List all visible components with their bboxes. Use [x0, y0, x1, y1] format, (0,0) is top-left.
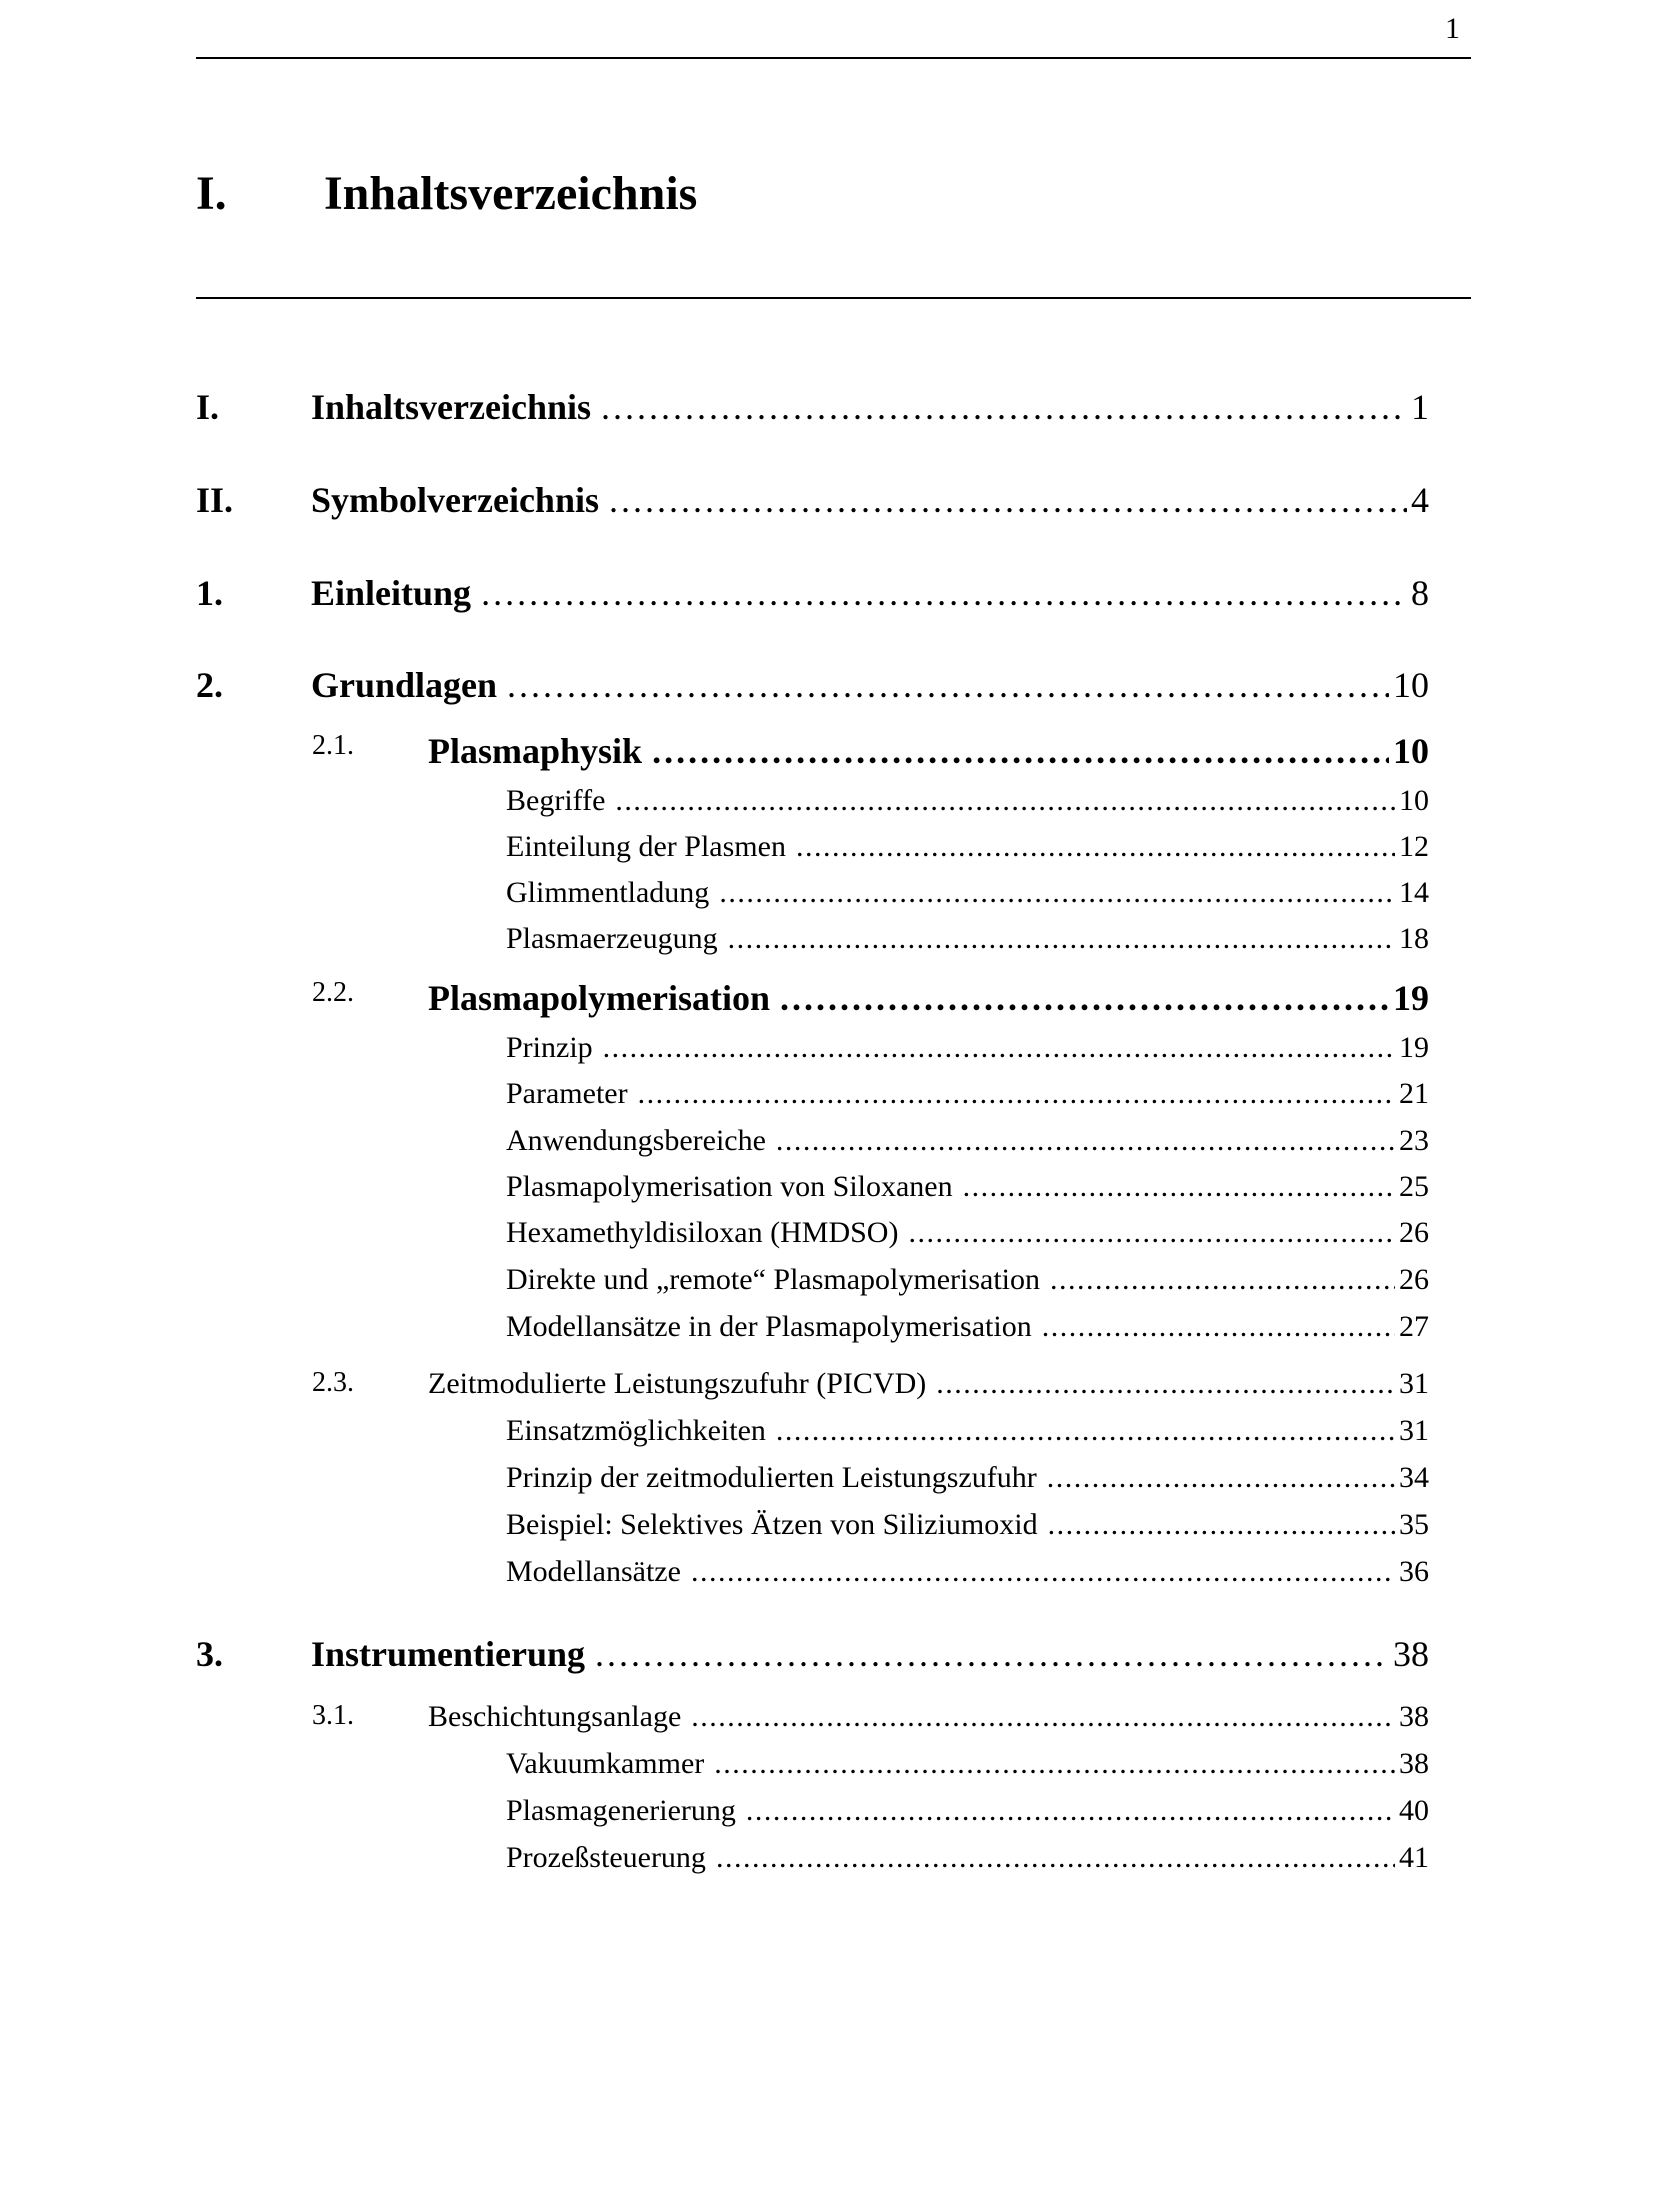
- toc-title: Begriffe: [506, 784, 606, 817]
- toc-leader-dots: [652, 730, 1389, 772]
- toc-entry-direkte-remote[interactable]: [506, 1263, 1429, 1297]
- toc-title: Instrumentierung: [311, 1634, 586, 1674]
- toc-page: 26: [1399, 1216, 1429, 1249]
- toc-title: Direkte und „remote“ Plasmapolymerisation: [506, 1263, 1041, 1296]
- toc-title: Grundlagen: [311, 665, 498, 705]
- toc-entry-einteilung-der-plasmen[interactable]: [506, 830, 1429, 864]
- toc-leader-dots: [481, 572, 1407, 614]
- toc-title: Einteilung der Plasmen: [506, 830, 786, 863]
- toc-title: Plasmaerzeugung: [506, 922, 718, 955]
- toc-page: 10: [1393, 665, 1429, 705]
- toc-entry-glimmentladung[interactable]: [506, 876, 1429, 910]
- toc-page: 4: [1411, 480, 1429, 520]
- toc-title: Zeitmodulierte Leistungszufuhr (PICVD): [428, 1367, 927, 1400]
- toc-page: 19: [1399, 1031, 1429, 1064]
- toc-entry-grundlagen[interactable]: [196, 664, 1429, 706]
- header-rule: [196, 57, 1471, 59]
- toc-page: 1: [1411, 387, 1429, 427]
- toc-entry-begriffe[interactable]: [506, 784, 1429, 818]
- toc-number: I.: [196, 387, 220, 427]
- toc-page: 10: [1393, 731, 1429, 771]
- toc-page: 36: [1399, 1555, 1429, 1588]
- toc-page: 8: [1411, 573, 1429, 613]
- toc-leader-dots: [1047, 1461, 1395, 1495]
- toc-leader-dots: [796, 830, 1395, 864]
- toc-leader-dots: [716, 1841, 1395, 1875]
- toc-page: 14: [1399, 876, 1429, 909]
- toc-leader-dots: [691, 1700, 1395, 1734]
- heading-title: Inhaltsverzeichnis: [324, 167, 698, 220]
- toc-title: Prozeßsteuerung: [506, 1841, 706, 1874]
- toc-title: Glimmentladung: [506, 876, 710, 909]
- toc-page: 19: [1393, 978, 1429, 1018]
- toc-page: 21: [1399, 1077, 1429, 1110]
- toc-page: 12: [1399, 830, 1429, 863]
- toc-page: 38: [1399, 1700, 1429, 1733]
- toc-leader-dots: [776, 1124, 1395, 1158]
- toc-number: 2.1.: [312, 730, 354, 761]
- toc-leader-dots: [746, 1794, 1395, 1828]
- toc-page: 23: [1399, 1124, 1429, 1157]
- toc-leader-dots: [776, 1414, 1395, 1448]
- toc-page: 26: [1399, 1263, 1429, 1296]
- toc-entry-symbolverzeichnis[interactable]: [196, 479, 1429, 521]
- toc-title: Symbolverzeichnis: [311, 480, 599, 520]
- toc-title: Plasmapolymerisation von Siloxanen: [506, 1170, 953, 1203]
- toc-entry-plasmagenerierung[interactable]: [506, 1794, 1429, 1828]
- toc-leader-dots: [1042, 1310, 1395, 1344]
- toc-leader-dots: [691, 1555, 1395, 1589]
- toc-title: Plasmaphysik: [428, 731, 643, 771]
- toc-title: Modellansätze in der Plasmapolymerisation: [506, 1310, 1032, 1343]
- toc-entry-prozesssteuerung[interactable]: [506, 1841, 1429, 1875]
- toc-entry-plasmapolymerisation[interactable]: [312, 977, 1429, 1019]
- toc-entry-prinzip-zeitmodulierte[interactable]: [506, 1461, 1429, 1495]
- toc-title: Prinzip: [506, 1031, 593, 1064]
- toc-number: 2.2.: [312, 977, 354, 1008]
- toc-leader-dots: [719, 876, 1395, 910]
- toc-leader-dots: [728, 922, 1395, 956]
- toc-leader-dots: [714, 1747, 1395, 1781]
- toc-page: 41: [1399, 1841, 1429, 1874]
- toc-title: Prinzip der zeitmodulierten Leistungszufuhr: [506, 1461, 1037, 1494]
- toc-title: Anwendungsbereiche: [506, 1124, 766, 1157]
- toc-page: 10: [1399, 784, 1429, 817]
- toc-title: Vakuumkammer: [506, 1747, 705, 1780]
- toc-number: 2.: [196, 665, 223, 705]
- heading-number: I.: [196, 167, 227, 220]
- toc-leader-dots: [609, 479, 1407, 521]
- toc-leader-dots: [603, 1031, 1395, 1065]
- toc-entry-modellansaetze[interactable]: [506, 1555, 1429, 1589]
- toc-title: Einsatzmöglichkeiten: [506, 1414, 766, 1447]
- toc-leader-dots: [1048, 1508, 1395, 1542]
- toc-leader-dots: [595, 1633, 1389, 1675]
- toc-title: Beschichtungsanlage: [428, 1700, 682, 1733]
- toc-title: Parameter: [506, 1077, 628, 1110]
- toc-entry-einsatzmoeglichkeiten[interactable]: [506, 1414, 1429, 1448]
- toc-leader-dots: [615, 784, 1395, 818]
- page-number: 1: [1445, 12, 1460, 45]
- toc-leader-dots: [601, 386, 1407, 428]
- toc-title: Plasmagenerierung: [506, 1794, 736, 1827]
- toc-title: Modellansätze: [506, 1555, 681, 1588]
- toc-entry-modellansaetze-plasmapolymerisation[interactable]: [506, 1310, 1429, 1344]
- toc-page: 35: [1399, 1508, 1429, 1541]
- heading-rule: [196, 297, 1471, 299]
- toc-entry-plasmaerzeugung[interactable]: [506, 922, 1429, 956]
- toc-title: Hexamethyldisiloxan (HMDSO): [506, 1216, 899, 1249]
- toc-number: 1.: [196, 573, 223, 613]
- toc-entry-anwendungsbereiche[interactable]: [506, 1124, 1429, 1158]
- toc-page: 25: [1399, 1170, 1429, 1203]
- toc-entry-plasmaphysik[interactable]: [312, 730, 1429, 772]
- toc-leader-dots: [963, 1170, 1395, 1204]
- toc-entry-parameter[interactable]: [506, 1077, 1429, 1111]
- toc-entry-inhaltsverzeichnis[interactable]: [196, 386, 1429, 428]
- toc-entry-beschichtungsanlage[interactable]: [312, 1700, 1429, 1734]
- toc-title: Einleitung: [311, 573, 472, 613]
- toc-page: 34: [1399, 1461, 1429, 1494]
- toc-leader-dots: [780, 977, 1389, 1019]
- toc-leader-dots: [936, 1367, 1395, 1401]
- toc-number: II.: [196, 480, 234, 520]
- toc-leader-dots: [638, 1077, 1395, 1111]
- toc-entry-instrumentierung[interactable]: [196, 1633, 1429, 1675]
- toc-page: 27: [1399, 1310, 1429, 1343]
- toc-page: 38: [1399, 1747, 1429, 1780]
- toc-entry-vakuumkammer[interactable]: [506, 1747, 1429, 1781]
- toc-number: 2.3.: [312, 1367, 354, 1398]
- toc-title: Beispiel: Selektives Ätzen von Siliziumoxid: [506, 1508, 1038, 1541]
- toc-leader-dots: [1050, 1263, 1395, 1297]
- toc-title: Inhaltsverzeichnis: [311, 387, 592, 427]
- toc-page: 18: [1399, 922, 1429, 955]
- toc-page: 40: [1399, 1794, 1429, 1827]
- toc-entry-hmdso[interactable]: [506, 1216, 1429, 1250]
- toc-number: 3.: [196, 1634, 223, 1674]
- toc-leader-dots: [507, 664, 1389, 706]
- toc-entry-prinzip[interactable]: [506, 1031, 1429, 1065]
- toc-number: 3.1.: [312, 1700, 354, 1731]
- toc-page: 38: [1393, 1634, 1429, 1674]
- toc-entry-einleitung[interactable]: [196, 572, 1429, 614]
- toc-leader-dots: [908, 1216, 1395, 1250]
- toc-entry-plasmapolymerisation-siloxane[interactable]: [506, 1170, 1429, 1204]
- toc-page: 31: [1399, 1367, 1429, 1400]
- toc-page: 31: [1399, 1414, 1429, 1447]
- toc-entry-beispiel-selektives-aetzen[interactable]: [506, 1508, 1429, 1542]
- toc-title: Plasmapolymerisation: [428, 978, 770, 1018]
- toc-entry-zeitmodulierte-leistungszufuhr[interactable]: [312, 1367, 1429, 1401]
